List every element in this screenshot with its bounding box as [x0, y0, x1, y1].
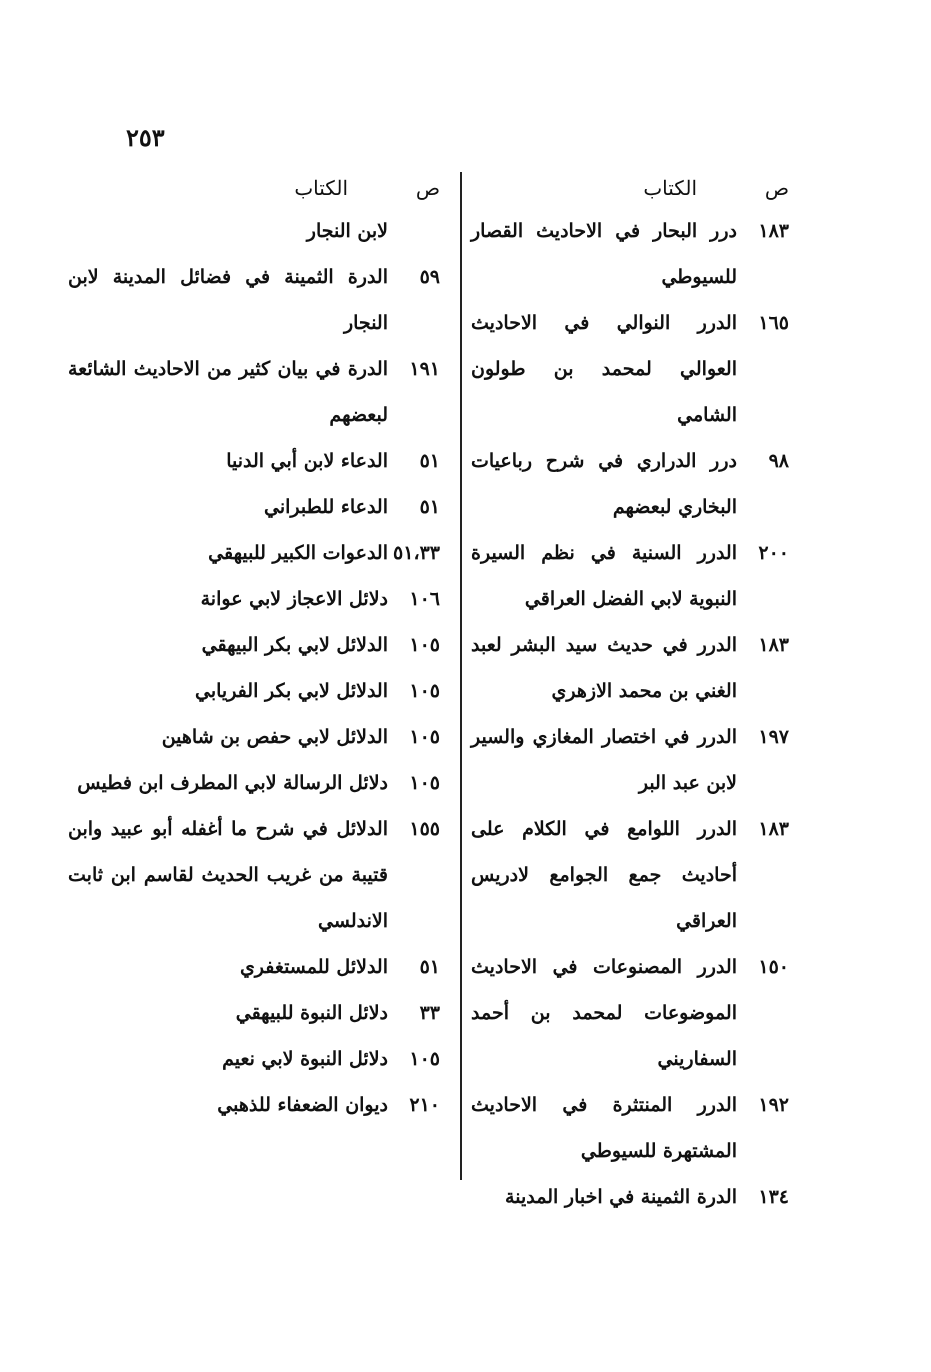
entry-page: ١٩٢ [758, 1094, 789, 1116]
index-entry [68, 576, 440, 622]
entry-page: ١٠٥ [409, 680, 440, 702]
entry-title: الدلائل لابي بكر البيهقي [201, 634, 388, 656]
entry-title: دلائل الاعجاز لابي عوانة [200, 588, 388, 610]
entry-page: ١٠٥ [409, 772, 440, 794]
page-number: ٢٥٣ [126, 123, 165, 152]
entry-page: ٥١ [419, 450, 440, 472]
entry-page: ١٦٥ [758, 312, 789, 334]
entry-title: درر البحار في الاحاديث القصار للسيوطي [471, 220, 737, 288]
index-entry [68, 990, 440, 1036]
entry-title: الدرر في اختصار المغازي والسير لابن عبد البر [471, 726, 737, 794]
entry-page: ١٠٦ [409, 588, 440, 610]
column-divider [460, 172, 462, 1180]
entry-title: الدلائل للمستغفري [239, 956, 388, 978]
entry-page: ١٠٥ [409, 1048, 440, 1070]
entry-title: دلائل النبوة للبيهقي [235, 1002, 388, 1024]
entry-page: ١٠٥ [409, 726, 440, 748]
entry-title: دلائل الرسالة لابي المطرف ابن فطيس [77, 772, 388, 794]
index-entry [68, 346, 440, 438]
index-entry [471, 208, 789, 300]
entry-title: الدرر في حديث سيد البشر لعبد الغني بن محمد الازهري [471, 634, 737, 702]
entry-page: ٢٠٠ [758, 542, 789, 564]
index-entry [68, 530, 440, 576]
index-entry [471, 944, 789, 1082]
entry-title: الدرر اللوامع في الكلام على أحاديث جمع الجوامع لادريس العراقي [471, 818, 737, 932]
entry-title: الدرة الثمينة في اخبار المدينة [505, 1186, 737, 1208]
entry-title: الدعاء لابن أبي الدنيا [226, 450, 388, 472]
index-entry [471, 714, 789, 806]
entry-title: الدعاء للطبراني [263, 496, 388, 518]
index-column-right [471, 168, 789, 1220]
index-entry [68, 438, 440, 484]
entry-page: ١٥٠ [758, 956, 789, 978]
header-book-label: الكتاب [294, 176, 348, 200]
entry-title: درر الدراري في شرح رباعيات البخاري لبعضهم [471, 450, 737, 518]
index-entry [471, 1082, 789, 1174]
index-entry [471, 438, 789, 530]
entry-page: ٩٨ [768, 450, 789, 472]
entry-title: الدرر النوالي في الاحاديث العوالي لمحمد بن طولون الشامي [471, 312, 737, 426]
index-entry [68, 1082, 440, 1128]
entry-page: ٢١٠ [409, 1094, 440, 1116]
index-column-left [68, 168, 440, 1128]
entry-page: ١٩١ [409, 358, 440, 380]
entry-title: دلائل النبوة لابي نعيم [222, 1048, 388, 1070]
index-entry [471, 622, 789, 714]
header-page-label: ص [764, 176, 789, 200]
index-entry [68, 806, 440, 944]
entry-title: الدعوات الكبير للبيهقي [208, 542, 388, 564]
header-book-label: الكتاب [643, 176, 697, 200]
column-header [68, 168, 440, 208]
index-entry [68, 944, 440, 990]
index-entry [471, 1174, 789, 1220]
entry-page: ٣٣ [419, 1002, 440, 1024]
entry-title: الدرر السنية في نظم السيرة النبوية لابي الفضل العراقي [471, 542, 737, 610]
entry-title: الدرر المصنوعات في الاحاديث الموضوعات لمحمد بن أحمد السفاريني [471, 956, 737, 1070]
index-entry [471, 300, 789, 438]
index-entry [68, 760, 440, 806]
entry-title: لابن النجار [306, 220, 388, 242]
entry-page: ١٨٣ [758, 818, 789, 840]
index-entry [471, 530, 789, 622]
entry-title: الدرة في بيان كثير من الاحاديث الشائعة لبعضهم [68, 358, 388, 426]
index-entry [68, 484, 440, 530]
entry-page: ١٨٣ [758, 220, 789, 242]
header-page-label: ص [415, 176, 440, 200]
entry-page: ١٣٤ [758, 1186, 789, 1208]
entry-title: ديوان الضعفاء للذهبي [217, 1094, 388, 1116]
entry-title: الدرر المنتثرة في الاحاديث المشتهرة للسيوطي [471, 1094, 737, 1162]
entry-page: ٥١،٣٣ [393, 542, 440, 564]
index-entry [471, 806, 789, 944]
entry-title: الدرة الثمينة في فضائل المدينة لابن النجار [68, 266, 388, 334]
index-entry [68, 254, 440, 346]
index-entry [68, 668, 440, 714]
entry-page: ١٥٥ [409, 818, 440, 840]
entry-page: ١٠٥ [409, 634, 440, 656]
entry-page: ٥٩ [419, 266, 440, 288]
index-entry [68, 622, 440, 668]
index-entry [68, 208, 440, 254]
entry-page: ١٨٣ [758, 634, 789, 656]
entry-page: ٥١ [419, 496, 440, 518]
entry-page: ٥١ [419, 956, 440, 978]
index-entry [68, 1036, 440, 1082]
entry-page: ١٩٧ [758, 726, 789, 748]
entry-title: الدلائل لابي حفص بن شاهين [161, 726, 388, 748]
entry-title: الدلائل لابي بكر الفريابي [195, 680, 388, 702]
entry-title: الدلائل في شرح ما أغفله أبو عبيد وابن قتيبة من غريب الحديث لقاسم ابن ثابت الاندلسي [68, 818, 388, 932]
column-header [471, 168, 789, 208]
index-entry [68, 714, 440, 760]
